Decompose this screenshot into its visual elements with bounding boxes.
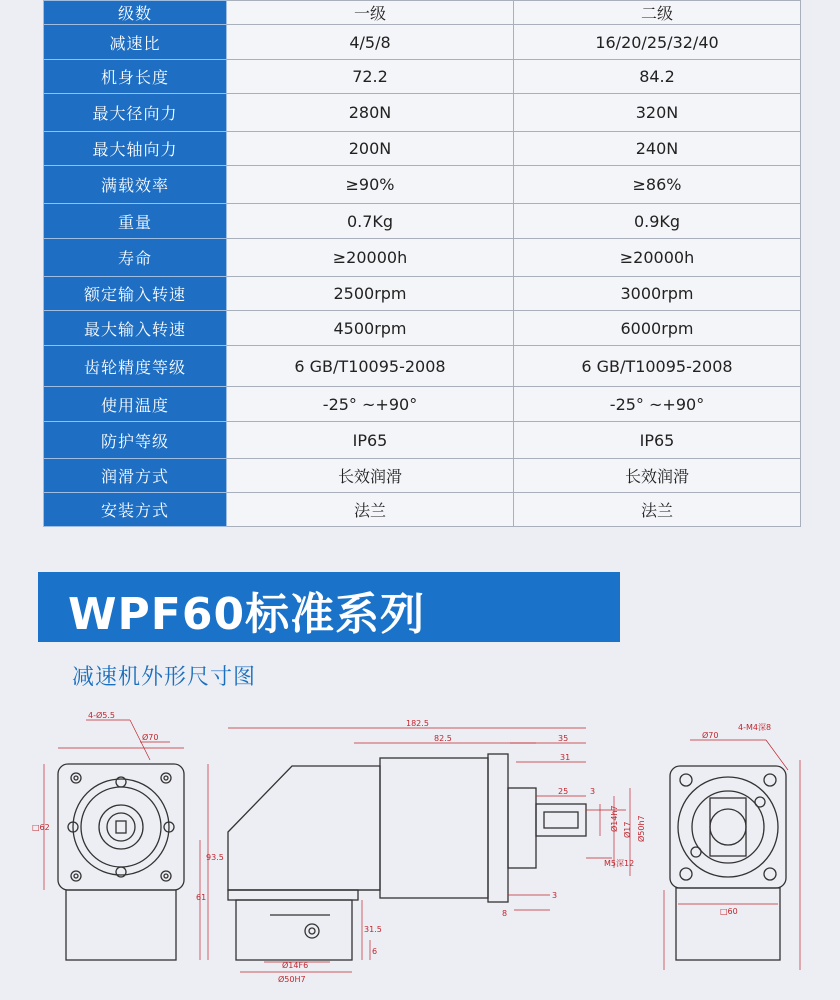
spec-value-stage1: IP65 (227, 422, 514, 459)
spec-label: 润滑方式 (44, 459, 227, 493)
spec-value-stage1: 长效润滑 (227, 459, 514, 493)
spec-value-stage1: 0.7Kg (227, 204, 514, 239)
spec-value-stage2: 16/20/25/32/40 (514, 25, 801, 60)
spec-label: 最大径向力 (44, 94, 227, 132)
front-view (58, 748, 184, 960)
dim-in-d: Ø14F6 (282, 961, 309, 970)
spec-label: 减速比 (44, 25, 227, 60)
dim-base-t: 6 (372, 947, 378, 956)
spec-value-stage2: 6000rpm (514, 311, 801, 346)
series-banner (38, 572, 620, 642)
dim-front-h2: 61 (196, 893, 207, 902)
spec-value-stage2: -25° ~+90° (514, 387, 801, 422)
spec-row (44, 459, 801, 493)
spec-label: 级数 (44, 1, 227, 25)
dimension-drawing (30, 700, 820, 995)
spec-label: 最大轴向力 (44, 132, 227, 166)
spec-row (44, 311, 801, 346)
rear-view (670, 766, 786, 960)
spec-value-stage2: 84.2 (514, 60, 801, 94)
spec-label: 齿轮精度等级 (44, 346, 227, 387)
spec-row (44, 25, 801, 60)
spec-label: 最大输入转速 (44, 311, 227, 346)
spec-value-stage1: 200N (227, 132, 514, 166)
spec-value-stage2: 法兰 (514, 493, 801, 527)
dim-shaft-d2: Ø17 (623, 821, 632, 838)
side-view-dims (228, 728, 630, 972)
spec-label: 重量 (44, 204, 227, 239)
dim-key-len: 25 (558, 787, 569, 796)
spec-value-stage1: 72.2 (227, 60, 514, 94)
spec-row (44, 132, 801, 166)
spec-row (44, 422, 801, 459)
spec-value-stage2: 320N (514, 94, 801, 132)
dim-shaft-len2: 31 (560, 753, 571, 762)
spec-value-stage2: 0.9Kg (514, 204, 801, 239)
dim-flange-t: 8 (502, 909, 508, 918)
spec-label: 寿命 (44, 239, 227, 277)
dim-rear-pcd: Ø70 (702, 731, 719, 740)
spec-row (44, 166, 801, 204)
spec-label: 使用温度 (44, 387, 227, 422)
dim-total-length: 182.5 (406, 719, 429, 728)
dim-base-h: 31.5 (364, 925, 382, 934)
spec-value-stage1: ≥20000h (227, 239, 514, 277)
spec-value-stage2: 二级 (514, 1, 801, 25)
spec-label: 机身长度 (44, 60, 227, 94)
spec-row (44, 277, 801, 311)
spec-value-stage2: 长效润滑 (514, 459, 801, 493)
dim-in-pilot: Ø50H7 (278, 975, 306, 984)
spec-table-body (44, 1, 801, 527)
spec-value-stage1: -25° ~+90° (227, 387, 514, 422)
spec-row (44, 60, 801, 94)
spec-row (44, 204, 801, 239)
dim-flange-t2: 3 (552, 891, 558, 900)
series-title: WPF60标准系列 (68, 589, 426, 640)
spec-table (43, 0, 801, 527)
dim-front-square: □62 (32, 823, 50, 832)
dim-shaft-d: Ø14h7 (610, 805, 619, 832)
spec-label: 额定输入转速 (44, 277, 227, 311)
spec-label: 满载效率 (44, 166, 227, 204)
spec-value-stage2: 3000rpm (514, 277, 801, 311)
spec-label: 防护等级 (44, 422, 227, 459)
dim-front-pcd: Ø70 (142, 733, 159, 742)
spec-row (44, 1, 801, 25)
dim-body-length: 82.5 (434, 734, 452, 743)
spec-value-stage1: 法兰 (227, 493, 514, 527)
spec-row (44, 94, 801, 132)
spec-value-stage1: 4/5/8 (227, 25, 514, 60)
spec-value-stage2: 240N (514, 132, 801, 166)
spec-label: 安装方式 (44, 493, 227, 527)
side-view (228, 754, 586, 960)
spec-value-stage2: IP65 (514, 422, 801, 459)
spec-value-stage2: 6 GB/T10095-2008 (514, 346, 801, 387)
spec-value-stage1: 280N (227, 94, 514, 132)
spec-value-stage2: ≥86% (514, 166, 801, 204)
dim-pilot-d: Ø50h7 (637, 815, 646, 842)
dim-tap: M5深12 (604, 859, 635, 868)
spec-value-stage1: 一级 (227, 1, 514, 25)
dim-front-h1: 93.5 (206, 853, 224, 862)
spec-row (44, 387, 801, 422)
spec-value-stage1: 6 GB/T10095-2008 (227, 346, 514, 387)
drawing-subtitle: 减速机外形尺寸图 (72, 665, 257, 690)
spec-row (44, 239, 801, 277)
spec-value-stage1: 4500rpm (227, 311, 514, 346)
dim-front-holes: 4-Ø5.5 (88, 711, 115, 720)
dim-rear-square: □60 (720, 907, 738, 916)
dim-key-off: 3 (590, 787, 596, 796)
dim-shaft-len: 35 (558, 734, 569, 743)
spec-value-stage1: 2500rpm (227, 277, 514, 311)
spec-row (44, 493, 801, 527)
spec-value-stage1: ≥90% (227, 166, 514, 204)
dim-rear-holes: 4-M4深8 (738, 723, 772, 732)
spec-row (44, 346, 801, 387)
spec-value-stage2: ≥20000h (514, 239, 801, 277)
